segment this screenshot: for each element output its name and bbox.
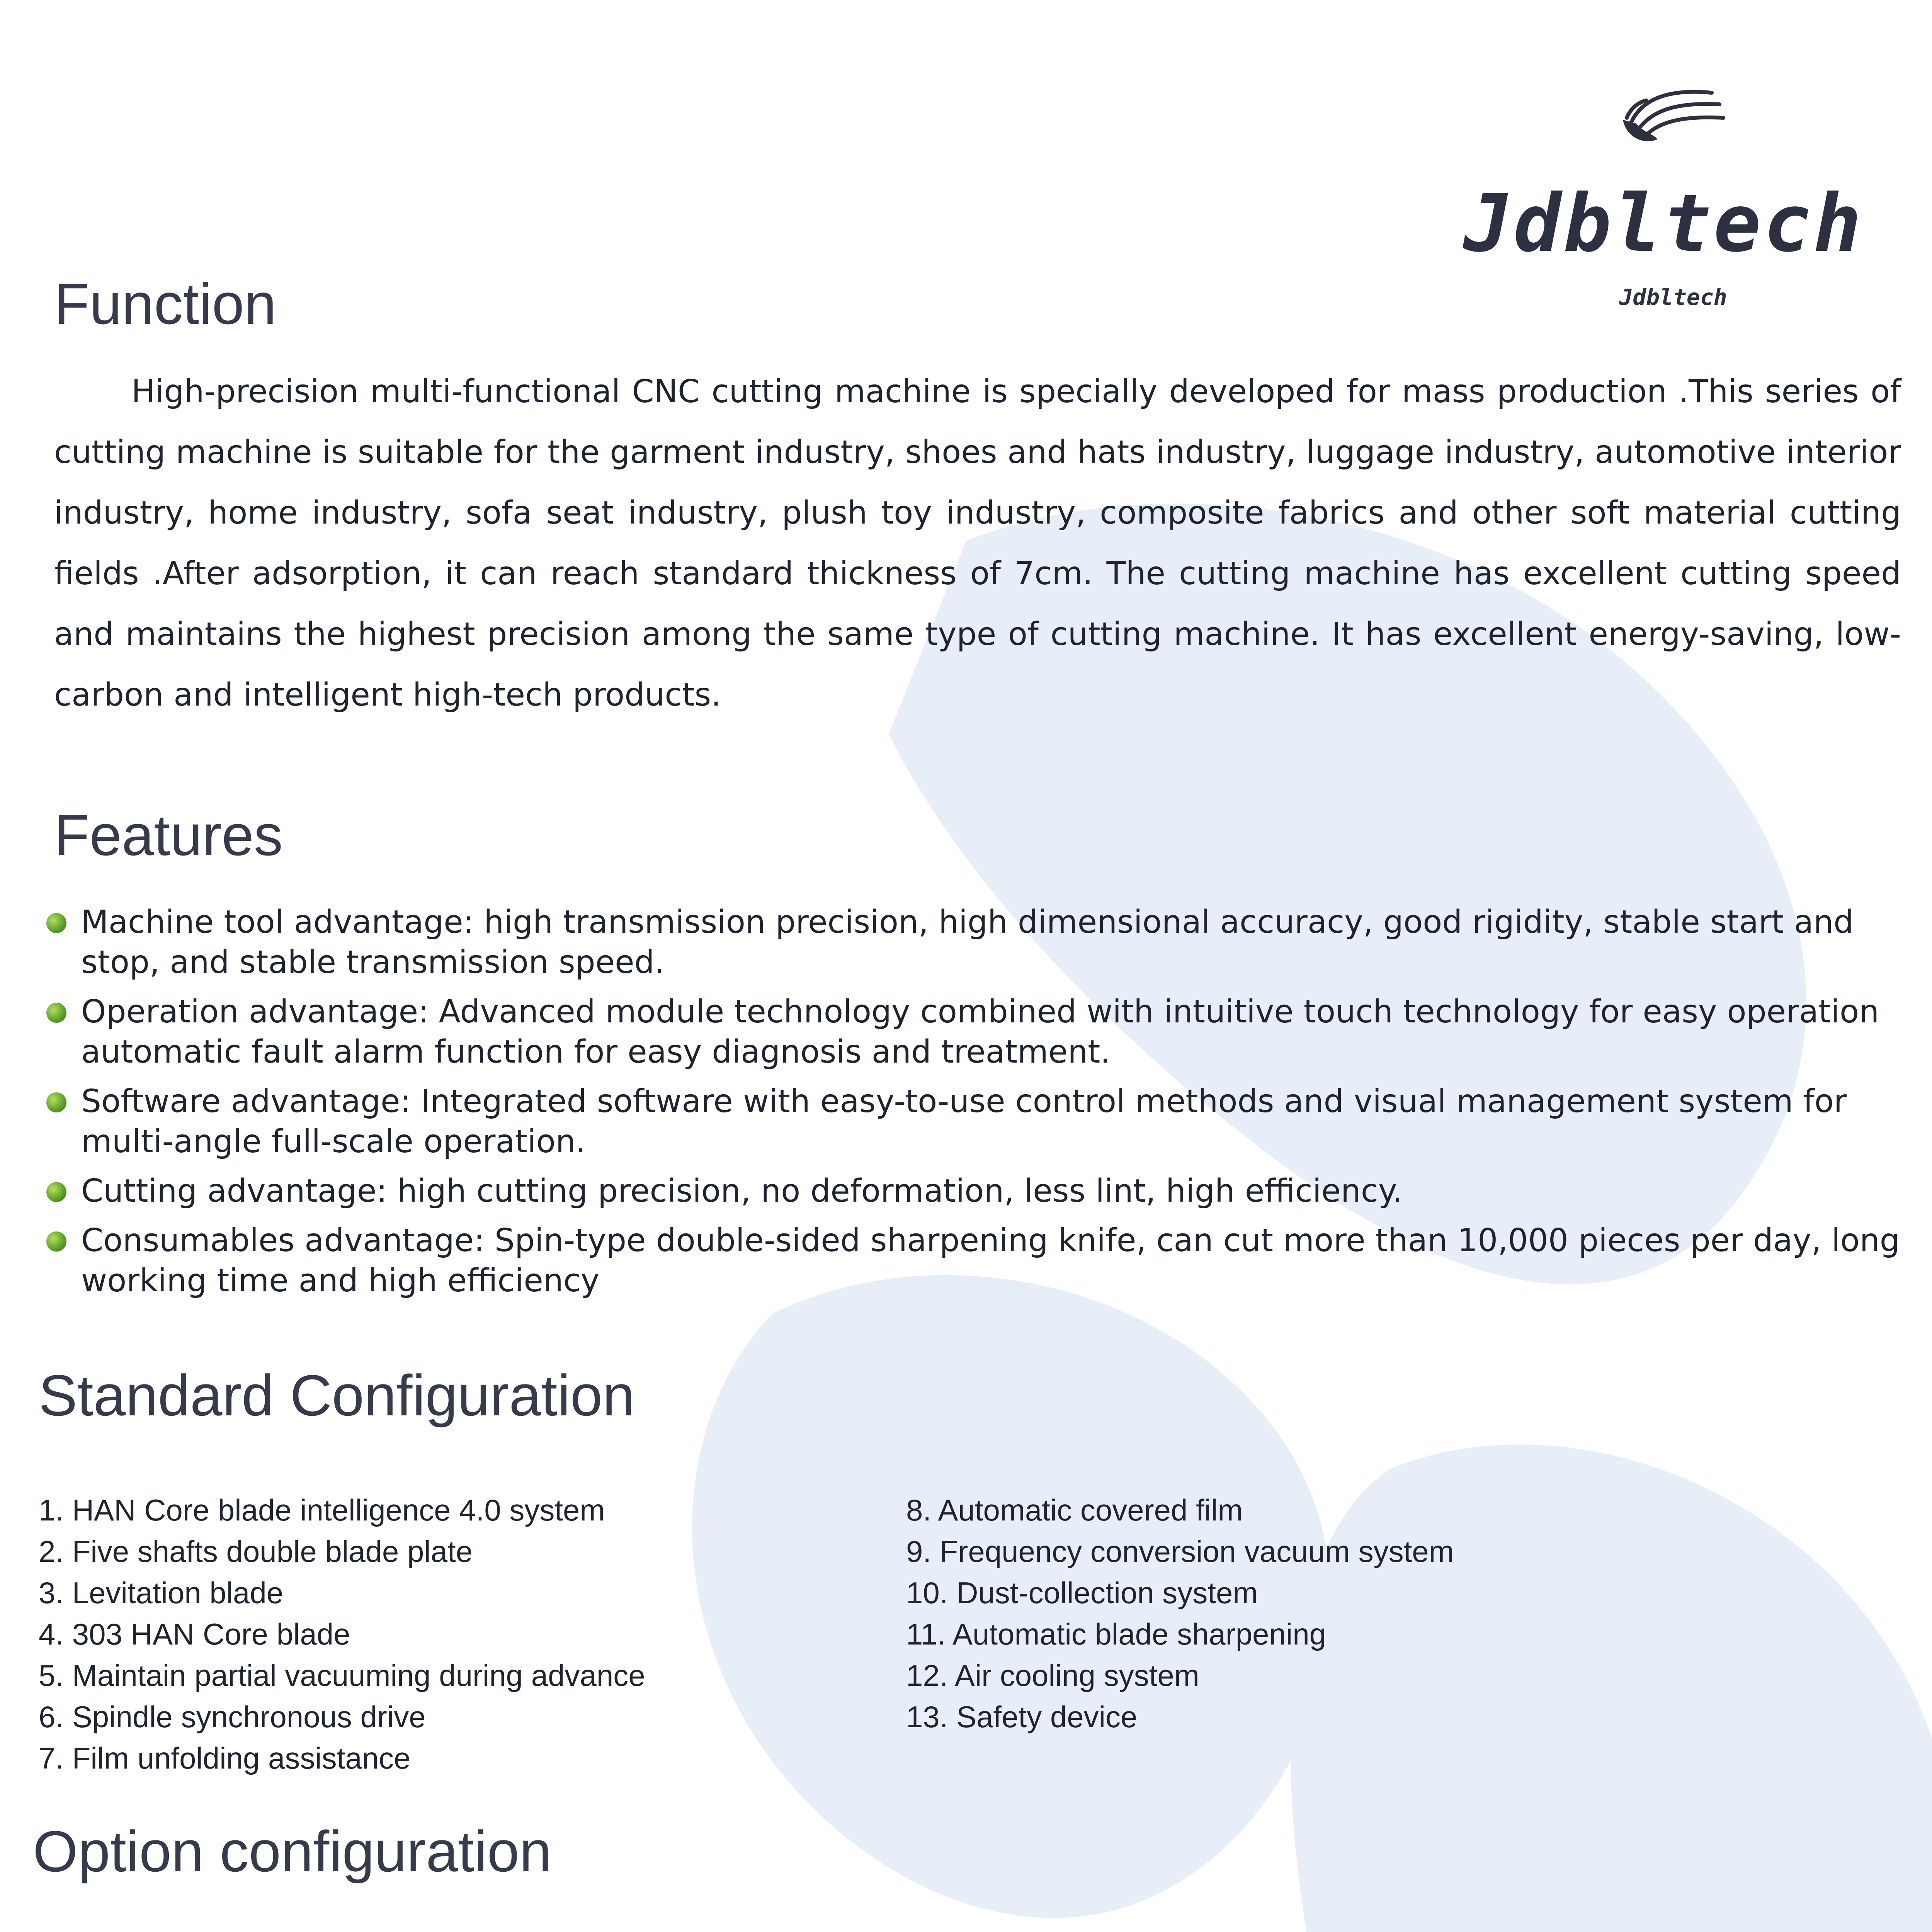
feature-item: Machine tool advantage: high transmission precision, high dimensional accuracy, good rigidity, stable start and stop, and stable transmission speed.: [39, 902, 1909, 983]
standard-configuration-heading: Standard Configuration: [39, 1363, 635, 1428]
brand-logo: [1461, 81, 1866, 321]
config-item: 4. 303 HAN Core blade: [39, 1617, 350, 1651]
config-item: 6. Spindle synchronous drive: [39, 1700, 426, 1734]
standard-config-right-list: [906, 1490, 1454, 1738]
config-item: 9. Frequency conversion vacuum system: [906, 1534, 1454, 1568]
brand-subname: Jdbltech: [1619, 284, 1727, 310]
config-item: 11. Automatic blade sharpening: [906, 1617, 1326, 1651]
config-item: 7. Film unfolding assistance: [39, 1741, 411, 1775]
config-item: 1. HAN Core blade intelligence 4.0 system: [39, 1493, 605, 1527]
config-item: 5. Maintain partial vacuuming during advance: [39, 1658, 645, 1692]
features-list: [39, 902, 1909, 1310]
config-item: 8. Automatic covered film: [906, 1493, 1243, 1527]
bullet-icon: [46, 913, 66, 933]
features-heading: Features: [54, 803, 283, 867]
brand-name: Jdbltech: [1463, 178, 1864, 270]
bullet-icon: [46, 1003, 66, 1023]
option-configuration-heading: Option configuration: [33, 1819, 552, 1884]
config-item: 2. Five shafts double blade plate: [39, 1534, 473, 1568]
bullet-icon: [46, 1182, 66, 1202]
feature-item: Cutting advantage: high cutting precision, no deformation, less lint, high efficiency.: [39, 1171, 1909, 1211]
bullet-icon: [46, 1092, 66, 1112]
feature-item: Consumables advantage: Spin-type double-sided sharpening knife, can cut more than 10,000 pieces per day, long working time and high efficiency: [39, 1221, 1909, 1301]
config-item: 3. Levitation blade: [39, 1576, 284, 1610]
config-item: 10. Dust-collection system: [906, 1576, 1258, 1610]
function-text: High-precision multi-functional CNC cutting machine is specially developed for mass production .This series of cutting machine is suitable for the garment industry, shoes and hats industry, luggage industry, automotive interior industry, home industry, sofa seat industry, plush toy industry, composite fabrics and other soft material cutting fields .After adsorption, it can reach standard thickness of 7cm. The cutting machine has excellent cutting speed and maintains the highest precision among the same type of cutting machine. It has excellent energy-saving, low-carbon and intelligent high-tech products.: [54, 373, 1901, 713]
feature-item: Operation advantage: Advanced module technology combined with intuitive touch technology for easy operation automatic fault alarm function for easy diagnosis and treatment.: [39, 992, 1909, 1072]
bullet-icon: [46, 1231, 66, 1252]
function-heading: Function: [54, 271, 277, 336]
lion-head-icon: [1615, 81, 1731, 147]
config-item: 13. Safety device: [906, 1700, 1138, 1734]
feature-item: Software advantage: Integrated software with easy-to-use control methods and visual management system for multi-angle full-scale operation.: [39, 1082, 1909, 1162]
standard-config-left-list: [39, 1490, 645, 1779]
config-item: 12. Air cooling system: [906, 1658, 1199, 1692]
